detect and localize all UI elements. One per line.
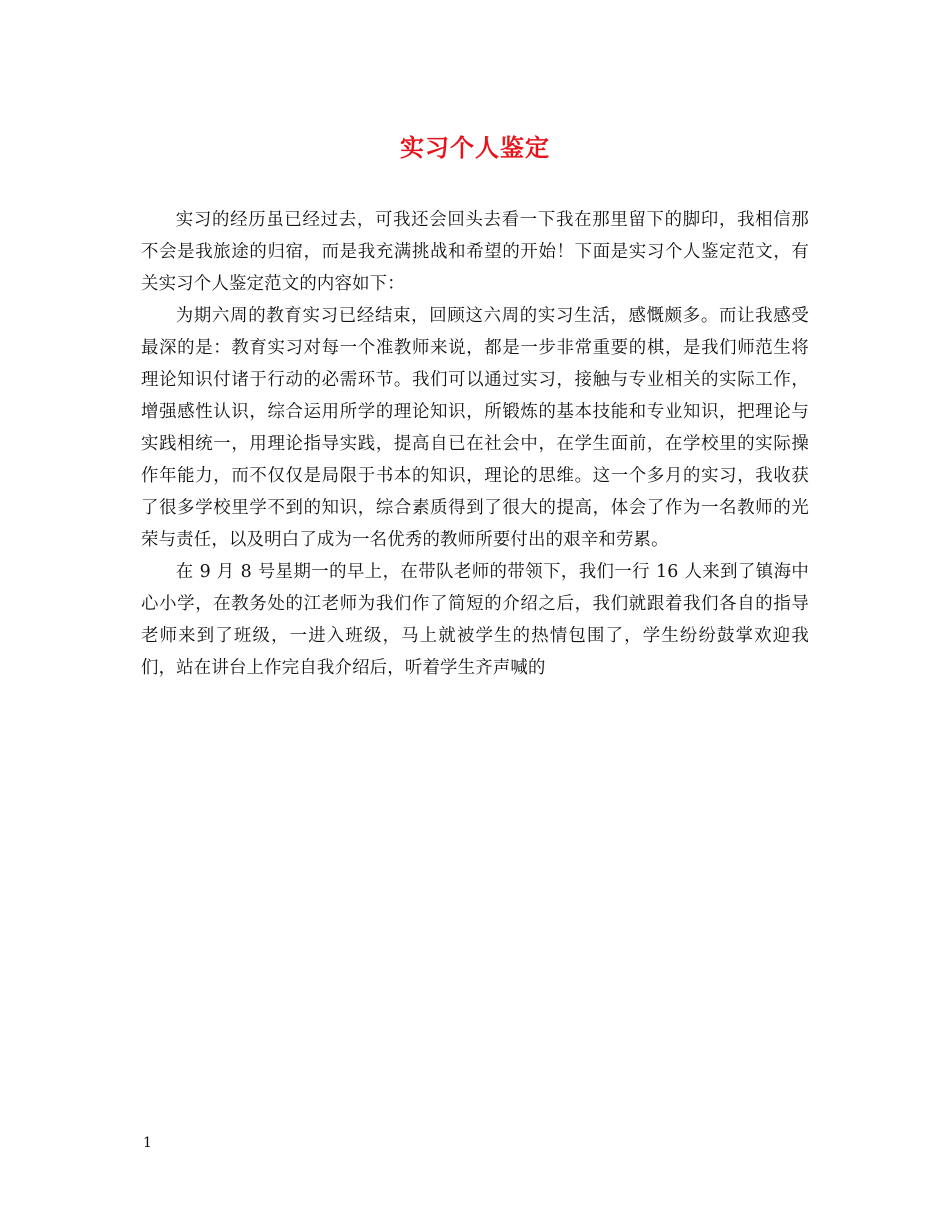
paragraph-arrival: 在 9 月 8 号星期一的早上，在带队老师的带领下，我们一行 16 人来到了镇海中心小学，在教务处的江老师为我们作了简短的介绍之后，我们就跟着我们各自的指导老师来到了班级，一进入班级，马上就被学生的热情包围了，学生纷纷鼓掌欢迎我们，站在讲台上作完自我介绍后，听着学生齐声喊的 <box>141 562 809 678</box>
paragraph-intro: 实习的经历虽已经过去，可我还会回头去看一下我在那里留下的脚印，我相信那不会是我旅途的归宿，而是我充满挑战和希望的开始！下面是实习个人鉴定范文，有关实习个人鉴定范文的内容如下： <box>141 210 809 294</box>
paragraph-reflection: 为期六周的教育实习已经结束，回顾这六周的实习生活，感慨颇多。而让我感受最深的是：教育实习对每一个准教师来说，都是一步非常重要的棋，是我们师范生将理论知识付诸于行动的必需环节。我们可以通过实习，接触与专业相关的实际工作，增强感性认识，综合运用所学的理论知识，所锻炼的基本技能和专业知识，把理论与实践相统一，用理论指导实践，提高自已在社会中，在学生面前，在学校里的实际操作年能力，而不仅仅是局限于书本的知识，理论的思维。这一个多月的实习，我收获了很多学校里学不到的知识，综合素质得到了很大的提高，体会了作为一名教师的光荣与责任，以及明白了成为一名优秀的教师所要付出的艰辛和劳累。 <box>141 306 809 550</box>
document-body <box>141 204 809 684</box>
document-title: 实习个人鉴定 <box>400 134 550 162</box>
page-number: 1 <box>143 1135 152 1151</box>
